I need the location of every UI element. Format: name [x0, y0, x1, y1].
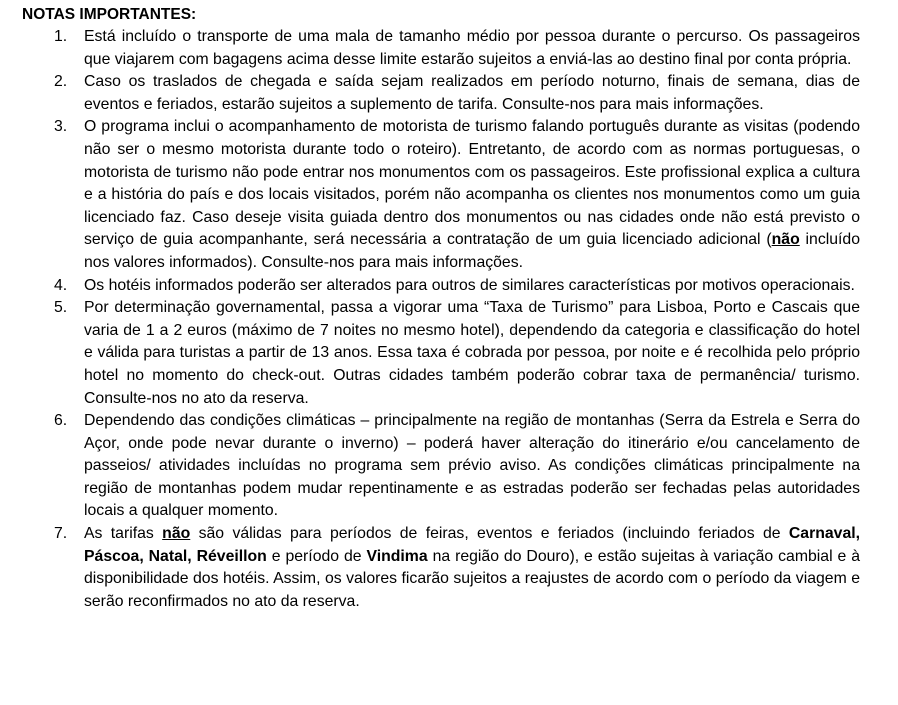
emphasis-nao: não [771, 231, 800, 249]
note-text: Por determinação governamental, passa a vigorar uma “Taxa de Turismo” para Lisboa, Porto e Cascais que varia de 1 a 2 euros (máximo de 7 noites no mesmo hotel), dependendo da categoria e classificação do hotel e válida para turistas a partir de 13 anos. Essa taxa é cobrada por pessoa, por noite e é recolhida pelo próprio hotel no momento do check-out. Outras cidades também poderão cobrar taxa de permanência/ turismo. Consulte-nos no ato da reserva. [84, 299, 860, 407]
note-number: 5. [54, 299, 68, 317]
note-number: 7. [54, 525, 68, 543]
note-text: O programa inclui o acompanhamento de motorista de turismo falando português durante as visitas (podendo não ser o mesmo motorista durante todo o roteiro). Entretanto, de acordo com as normas portuguesas, o motorista de turismo não pode entrar nos monumentos com os passageiros. Este profissional explica a cultura e a história do país e dos locais visitados, porém não acompanha os clientes nos monumentos como um guia licenciado faz. Caso deseje visita guiada dentro dos monumentos ou nas cidades onde não está previsto o serviço de guia acompanhante, será necessária a contratação de um guia licenciado adicional ( [84, 118, 860, 249]
note-item-7 [22, 523, 860, 613]
note-text: Os hotéis informados poderão ser alterados para outros de similares características por motivos operacionais. [84, 276, 855, 294]
notes-list [22, 26, 860, 613]
note-text: Caso os traslados de chegada e saída sejam realizados em período noturno, finais de semana, dias de eventos e feriados, estarão sujeitos a suplemento de tarifa. Consulte-nos para mais informações. [84, 73, 860, 113]
note-text: na região do Douro), e estão sujeitas à variação cambial e à disponibilidade dos hotéis. Assim, os valores ficarão sujeitos a reajustes de acordo com o período da viagem e serão reconfirmados no ato da reserva. [84, 547, 860, 610]
note-number: 2. [54, 73, 68, 91]
note-text: e período de [266, 547, 367, 565]
note-item-1 [22, 26, 860, 71]
note-number: 3. [54, 118, 68, 136]
notes-title: NOTAS IMPORTANTES: [22, 6, 197, 23]
note-item-4 [22, 275, 860, 298]
vindima-term: Vindima [366, 547, 428, 565]
note-text: incluído nos valores informados). Consulte-nos para mais informações. [84, 231, 860, 271]
note-item-2 [22, 71, 860, 116]
holiday-names: Carnaval, Páscoa, Natal, Réveillon [84, 525, 861, 565]
note-text: Está incluído o transporte de uma mala de tamanho médio por pessoa durante o percurso. Os passageiros que viajarem com bagagens acima desse limite estarão sujeitos a enviá-las ao destino final por conta própria. [84, 28, 860, 68]
document [22, 3, 860, 613]
note-item-6 [22, 410, 860, 523]
note-number: 4. [54, 276, 68, 294]
note-item-5 [22, 297, 860, 410]
note-number: 6. [54, 412, 68, 430]
note-text: As tarifas [84, 525, 163, 543]
note-text: são válidas para períodos de feiras, eventos e feriados (incluindo feriados de [190, 525, 789, 543]
note-number: 1. [54, 28, 68, 45]
note-text: Dependendo das condições climáticas – principalmente na região de montanhas (Serra da Estrela e Serra do Açor, onde pode nevar durante o inverno) – poderá haver alteração do itinerário e/ou cancelamento de passeios/ atividades incluídas no programa sem prévio aviso. As condições climáticas principalmente na região de montanhas podem mudar repentinamente e as estradas poderão ser fechadas pelas autoridades locais a qualquer momento. [84, 412, 860, 520]
emphasis-nao: não [162, 525, 191, 543]
note-item-3 [22, 116, 860, 274]
